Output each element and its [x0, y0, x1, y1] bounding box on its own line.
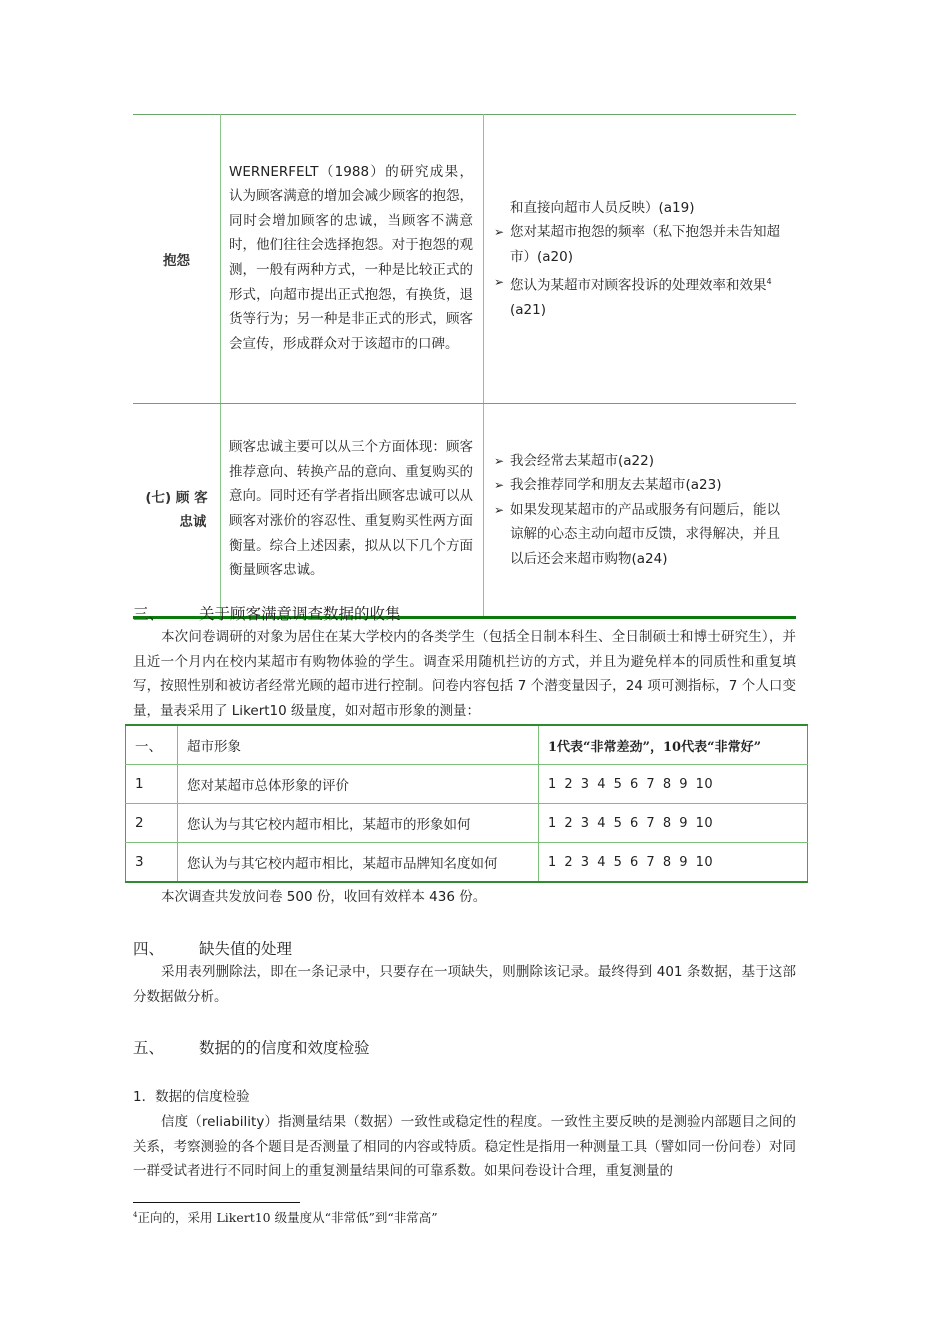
list-item [492, 473, 788, 498]
row-question: 您对某超市总体形象的评价 [178, 765, 539, 804]
item-list [492, 449, 788, 572]
footnote-text: 正向的，采用 Likert10 级量度从“非常低”到“非常高” [137, 1210, 438, 1225]
construct-items-cell [484, 404, 797, 618]
paragraph: 信度（reliability）指测量结果（数据）一致性或稳定性的程度。一致性主要反映的是测验内部题目之间的关系，考察测验的各个题目是否测量了相同的内容或特质。稳定性是指用一种测量工具（譬如同一份问卷）对同一群受试者进行不同时间上的重复测量结果间的可靠系数。如果问卷设计合理，重复测量的 [133, 1114, 796, 1179]
arrow-bullet-icon: ➢ [494, 478, 505, 493]
row-key: 2 [126, 804, 178, 843]
paragraph: 采用表列删除法，即在一条记录中，只要存在一项缺失，则删除该记录。最终得到 401 条数据，基于这部分数据做分析。 [133, 964, 796, 1005]
paragraph: 本次问卷调研的对象为居住在某大学校内的各类学生（包括全日制本科生、全日制硕士和博士研究生），并且近一个月内在校内某超市有购物体验的学生。调查采用随机拦访的方式，并且为避免样本的同质性和重复填写，按照性别和被访者经常光顾的超市进行控制。问卷内容包括 7 个潜变量因子，24 项可测指标，7 个人口变量，量表采用了 Likert10 级量度，如对超市形象的测量： [133, 629, 796, 719]
table-row [126, 765, 808, 804]
likert-scale-table [125, 724, 808, 883]
construct-description: 顾客忠诚主要可以从三个方面体现：顾客推荐意向、转换产品的意向、重复购买的意向。同时还有学者指出顾客忠诚可以从顾客对涨价的容忍性、重复购买性两方面衡量。综合上述因素，拟从以下几个方面衡量顾客忠诚。 [221, 404, 484, 618]
list-item [492, 220, 788, 269]
table-row [126, 843, 808, 883]
section-number: 五、 [133, 1039, 165, 1057]
section-title: 缺失值的处理 [199, 940, 293, 958]
item-text: 我会经常去某超市(a22) [510, 452, 654, 469]
item-code: (a21) [510, 301, 546, 318]
row-key: 3 [126, 843, 178, 883]
paragraph: 本次调查共发放问卷 500 份，收回有效样本 436 份。 [161, 889, 487, 905]
item-continuation: 和直接向超市人员反映）(a19) [510, 199, 695, 216]
section-title: 关于顾客满意调查数据的收集 [199, 605, 401, 623]
arrow-bullet-icon: ➢ [494, 225, 505, 240]
footnote [133, 1208, 438, 1226]
table-row [133, 115, 796, 404]
construct-name-cell [133, 115, 221, 404]
subheading: 1．数据的信度检验 [133, 1089, 250, 1105]
item-text: 您认为某超市对顾客投诉的处理效率和效果 [510, 277, 767, 294]
construct-number: (七) [145, 490, 172, 506]
construct-name-line: 顾 客 [175, 490, 208, 506]
section-number: 四、 [133, 940, 165, 958]
arrow-bullet-icon: ➢ [494, 274, 505, 289]
row-question: 您认为与其它校内超市相比，某超市品牌知名度如何 [178, 843, 539, 883]
list-item [492, 270, 788, 323]
list-item [492, 449, 788, 474]
header-scale: 1代表“非常差劲”，10代表“非常好” [539, 725, 808, 765]
section-title: 数据的的信度和效度检验 [199, 1039, 370, 1057]
section-number: 三、 [133, 605, 165, 623]
construct-name: 抱怨 [163, 253, 190, 269]
arrow-bullet-icon: ➢ [494, 502, 505, 517]
footnote-reference[interactable]: 4 [766, 276, 772, 286]
footnote-separator [133, 1202, 300, 1203]
section-heading [133, 602, 401, 624]
table-row [126, 804, 808, 843]
arrow-bullet-icon: ➢ [494, 453, 505, 468]
construct-name [145, 486, 207, 534]
construct-description: WERNERFELT（1988）的研究成果，认为顾客满意的增加会减少顾客的抱怨，同时会增加顾客的忠诚，当顾客不满意时，他们往往会选择抱怨。对于抱怨的观测，一般有两种方式，一种是比较正式的形式，向超市提出正式抱怨，有换货，退货等行为；另一种是非正式的形式，顾客会宣传，形成群众对于该超市的口碑。 [221, 115, 484, 404]
row-scale: 1 2 3 4 5 6 7 8 9 10 [539, 804, 808, 843]
row-scale: 1 2 3 4 5 6 7 8 9 10 [548, 854, 714, 870]
section-heading [133, 1036, 370, 1058]
footnote-mark: 4 [133, 1210, 138, 1219]
construct-name-cell [133, 404, 221, 618]
list-item [492, 498, 788, 572]
header-key: 一、 [126, 725, 178, 765]
item-list [492, 220, 788, 322]
constructs-table [133, 114, 796, 619]
table-header-row [126, 725, 808, 765]
header-question: 超市形象 [178, 725, 539, 765]
construct-items-cell [484, 115, 797, 404]
item-text: 我会推荐同学和朋友去某超市(a23) [510, 477, 722, 494]
row-key: 1 [126, 765, 178, 804]
item-text: 如果发现某超市的产品或服务有问题后，能以谅解的心态主动向超市反馈，求得解决，并且以后还会来超市购物(a24) [510, 501, 780, 567]
row-scale: 1 2 3 4 5 6 7 8 9 10 [539, 765, 808, 804]
table-row [133, 404, 796, 618]
item-text: 您对某超市抱怨的频率（私下抱怨并未告知超市）(a20) [510, 224, 780, 265]
construct-name-line: 忠诚 [179, 514, 207, 530]
section-heading [133, 937, 292, 959]
row-question: 您认为与其它校内超市相比，某超市的形象如何 [178, 804, 539, 843]
